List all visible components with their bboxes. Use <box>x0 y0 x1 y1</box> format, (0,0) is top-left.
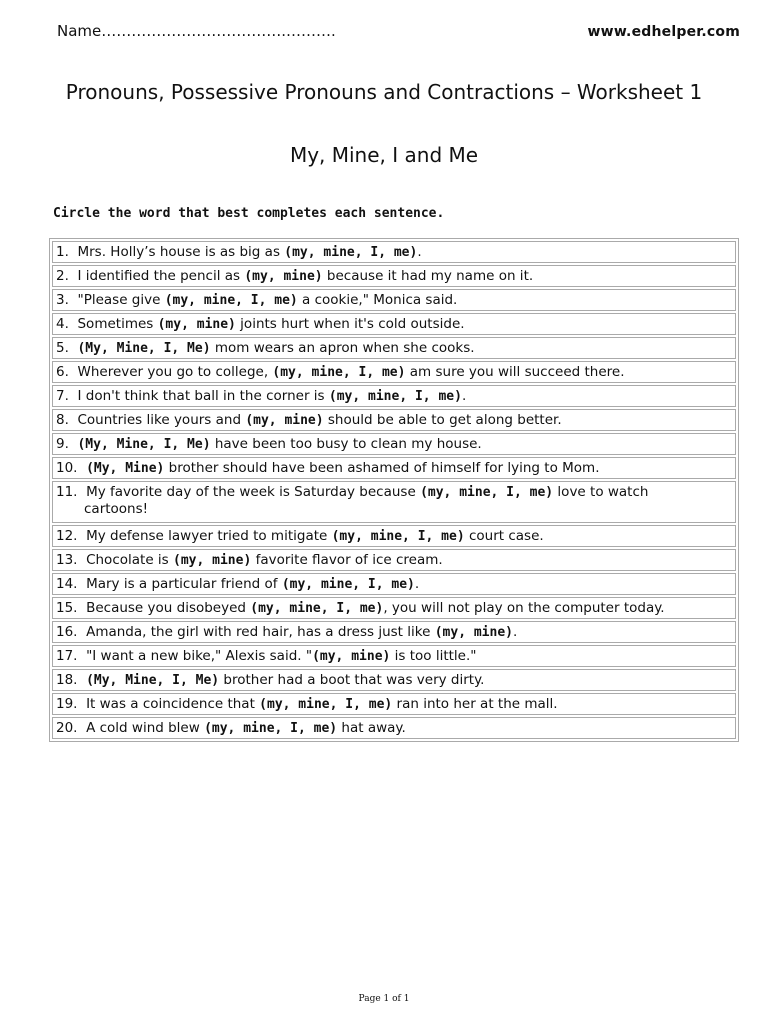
sentence-text: am sure you will succeed there. <box>405 364 625 380</box>
sentence-text: should be able to get along better. <box>323 412 562 428</box>
answer-choices: (my, mine, I, me) <box>281 577 415 592</box>
sentence-row <box>52 621 736 643</box>
answer-choices: (my, mine) <box>434 625 513 640</box>
sentence-text: is too little." <box>390 648 477 664</box>
answer-choices: (my, mine, I, me) <box>331 529 465 544</box>
answer-choices: (my, mine, I, me) <box>272 365 406 380</box>
sentence-text: Mary is a particular friend of <box>86 576 282 592</box>
sentence-number: 2. <box>56 268 69 284</box>
sentence-text: court case. <box>464 528 544 544</box>
sentence-number: 6. <box>56 364 69 380</box>
sentence-number: 19. <box>56 696 78 712</box>
sentence-number: 14. <box>56 576 78 592</box>
sentence-number: 5. <box>56 340 69 356</box>
sentence-text: a cookie," Monica said. <box>297 292 458 308</box>
answer-choices: (my, mine, I, me) <box>259 697 393 712</box>
sentence-row <box>52 573 736 595</box>
sentence-row <box>52 457 736 479</box>
instructions: Circle the word that best completes each sentence. <box>53 206 445 221</box>
sentence-text: It was a coincidence that <box>86 696 260 712</box>
sentence-number: 1. <box>56 244 69 260</box>
sentence-text: ran into her at the mall. <box>392 696 558 712</box>
sentence-text: . <box>461 388 467 404</box>
sentence-number: 3. <box>56 292 69 308</box>
sentence-text: favorite flavor of ice cream. <box>251 552 443 568</box>
sentence-continuation: cartoons! <box>84 501 149 517</box>
sentence-row <box>52 337 736 359</box>
sentence-row <box>52 385 736 407</box>
sentence-row <box>52 481 736 523</box>
sentence-row <box>52 289 736 311</box>
sentence-text: . <box>414 576 420 592</box>
sentence-text: A cold wind blew <box>86 720 205 736</box>
worksheet-title: Pronouns, Possessive Pronouns and Contractions – Worksheet 1 <box>65 80 703 104</box>
sentence-text: . <box>417 244 422 260</box>
answer-choices: (my, mine) <box>245 413 324 428</box>
sentence-text: Wherever you go to college, <box>77 364 273 380</box>
sentence-text: , you will not play on the computer today. <box>383 600 665 616</box>
answer-choices: (my, mine) <box>157 317 236 332</box>
sentence-number: 11. <box>56 484 78 500</box>
sentence-text: Sometimes <box>77 316 158 332</box>
answer-choices: (my, mine, I, me) <box>328 389 462 404</box>
sentence-text: brother should have been ashamed of himself for lying to Mom. <box>164 460 600 476</box>
sentence-text: Amanda, the girl with red hair, has a dress just like <box>86 624 435 640</box>
sentence-number: 12. <box>56 528 78 544</box>
sentence-row <box>52 669 736 691</box>
sentence-row <box>52 645 736 667</box>
answer-choices: (my, mine) <box>173 553 252 568</box>
sentence-text: "Please give <box>77 292 165 308</box>
answer-choices: (My, Mine, I, Me) <box>86 673 220 688</box>
sentence-text: have been too busy to clean my house. <box>210 436 482 452</box>
answer-choices: (My, Mine, I, Me) <box>77 341 211 356</box>
worksheet-subtitle: My, Mine, I and Me <box>289 143 479 167</box>
sentence-text: Chocolate is <box>86 552 173 568</box>
answer-choices: (my, mine, I, me) <box>284 245 418 260</box>
answer-choices: (my, mine, I, me) <box>204 721 338 736</box>
sentence-text: joints hurt when it's cold outside. <box>235 316 465 332</box>
sentence-number: 18. <box>56 672 78 688</box>
sentence-number: 4. <box>56 316 69 332</box>
sentence-row <box>52 717 736 739</box>
sentence-number: 10. <box>56 460 78 476</box>
sentence-text: My defense lawyer tried to mitigate <box>86 528 332 544</box>
sentence-number: 15. <box>56 600 78 616</box>
sentence-text: "I want a new bike," Alexis said. " <box>86 648 313 664</box>
name-field-label: Name……………………………….………. <box>57 22 336 40</box>
sentence-text: because it had my name on it. <box>322 268 534 284</box>
sentence-row <box>52 313 736 335</box>
sentence-text: My favorite day of the week is Saturday because <box>86 484 421 500</box>
sentence-text: hat away. <box>337 720 406 736</box>
sentence-number: 7. <box>56 388 69 404</box>
answer-choices: (my, mine, I, me) <box>250 601 384 616</box>
sentence-text: I identified the pencil as <box>77 268 245 284</box>
sentence-text: . <box>513 624 518 640</box>
answer-choices: (My, Mine, I, Me) <box>77 437 211 452</box>
sentence-number: 9. <box>56 436 69 452</box>
sentence-number: 13. <box>56 552 78 568</box>
sentence-row <box>52 361 736 383</box>
sentence-row <box>52 597 736 619</box>
sentence-table <box>49 238 739 742</box>
answer-choices: (my, mine, I, me) <box>420 485 554 500</box>
sentence-row <box>52 549 736 571</box>
sentence-row <box>52 525 736 547</box>
page-footer: Page 1 of 1 <box>358 994 410 1004</box>
answer-choices: (my, mine) <box>244 269 323 284</box>
sentence-text: Mrs. Holly’s house is as big as <box>77 244 285 260</box>
answer-choices: (my, mine) <box>312 649 391 664</box>
sentence-text: love to watch <box>553 484 649 500</box>
sentence-row <box>52 409 736 431</box>
sentence-number: 8. <box>56 412 69 428</box>
sentence-text: Countries like yours and <box>77 412 246 428</box>
sentence-row <box>52 693 736 715</box>
sentence-text: brother had a boot that was very dirty. <box>219 672 485 688</box>
answer-choices: (My, Mine) <box>86 461 165 476</box>
sentence-text: I don't think that ball in the corner is <box>77 388 329 404</box>
sentence-row <box>52 433 736 455</box>
sentence-text: Because you disobeyed <box>86 600 251 616</box>
answer-choices: (my, mine, I, me) <box>164 293 298 308</box>
sentence-row <box>52 241 736 263</box>
sentence-number: 16. <box>56 624 78 640</box>
site-url: www.edhelper.com <box>587 24 740 40</box>
sentence-text: mom wears an apron when she cooks. <box>210 340 475 356</box>
sentence-number: 20. <box>56 720 78 736</box>
sentence-number: 17. <box>56 648 78 664</box>
sentence-row <box>52 265 736 287</box>
